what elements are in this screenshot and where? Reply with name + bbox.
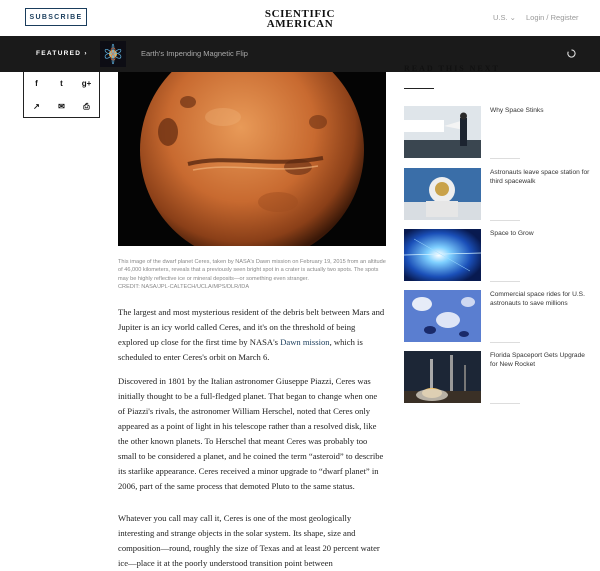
facebook-icon[interactable]: f xyxy=(35,79,38,88)
read-next-thumbnail[interactable] xyxy=(404,106,481,158)
read-next-item[interactable] xyxy=(404,106,600,162)
read-next-thumbnail[interactable] xyxy=(404,229,481,281)
dawn-mission-link[interactable]: Dawn mission xyxy=(280,337,330,347)
share-icon[interactable]: ↗ xyxy=(33,102,40,111)
google-plus-icon[interactable]: g+ xyxy=(81,79,92,88)
site-logo[interactable] xyxy=(248,9,352,29)
print-icon[interactable]: ⎙ xyxy=(83,101,90,111)
article-paragraph-3: Whatever you call may call it, Ceres is one of the most geologically interesting and strange objects in the solar system. Its shape, size and composition—round, roughly the size of Texas and at least 20 percent water ice—place it at the poorly understood transition point between xyxy=(118,513,380,568)
logo-line-2: AMERICAN xyxy=(266,18,334,30)
featured-label[interactable]: FEATURED › xyxy=(36,50,88,57)
read-next-item[interactable] xyxy=(404,168,600,224)
logo-line-1: SCIENTIFIC xyxy=(264,8,336,20)
featured-bar xyxy=(0,36,600,72)
loading-spinner-icon xyxy=(567,49,576,58)
caption-credit: CREDIT: NASA/JPL-CALTECH/UCLA/MPS/DLR/IDA xyxy=(118,284,250,291)
featured-title[interactable]: Earth's Impending Magnetic Flip xyxy=(141,49,248,58)
read-next-thumbnail[interactable] xyxy=(404,351,481,403)
read-next-title[interactable]: Astronauts leave space station for third spacewalk xyxy=(490,169,590,185)
divider xyxy=(490,158,520,159)
read-next-thumbnail[interactable] xyxy=(404,290,481,342)
hero-image xyxy=(118,72,386,246)
article-paragraph-1 xyxy=(118,305,386,365)
share-toolbar xyxy=(23,72,100,118)
divider xyxy=(490,342,520,343)
email-icon[interactable]: ✉ xyxy=(58,102,65,111)
read-next-thumbnail[interactable] xyxy=(404,168,481,220)
subscribe-button[interactable]: SUBSCRIBE xyxy=(25,8,87,26)
read-next-item[interactable] xyxy=(404,351,600,407)
article-paragraph-2: Discovered in 1801 by the Italian astronomer Giuseppe Piazzi, Ceres was initially thought to be a full-fledged planet. That began to change when one of Piazzi's rivals, the astronomer William Herschel, noted that Ceres only appeared as a point of light in his telescope rather than a resolved disk, like the other known planets. To Herschel that meant Ceres was probably too small to be considered a planet, and he coined the term “asteroid” to describe its starlike appearance. Ceres received a minor upgrade to “dwarf planet” in 2006, part of the same process that demoted Pluto to the same status. xyxy=(118,376,384,491)
divider xyxy=(490,403,520,404)
caption-text: This image of the dwarf planet Ceres, taken by NASA's Dawn mission on February 19, 2015 from an altitude of 46,000 kilometers, reveals that a previously seen bright spot in a crater is actually two spots. The spots may be highly reflective ice or mineral deposits—or something even stranger. xyxy=(118,259,386,282)
divider xyxy=(404,88,434,89)
read-next-title[interactable]: Space to Grow xyxy=(490,230,534,237)
divider xyxy=(490,281,520,282)
planet-image xyxy=(118,72,386,246)
top-bar xyxy=(0,0,600,36)
image-caption xyxy=(118,258,386,292)
divider xyxy=(490,220,520,221)
paragraph-text: , which is scheduled to enter Ceres's orbit on March 6. xyxy=(118,337,363,362)
twitter-icon[interactable]: t xyxy=(60,79,63,88)
login-register-link[interactable]: Login / Register xyxy=(526,13,579,22)
read-next-heading: READ THIS NEXT xyxy=(404,64,500,73)
read-next-title[interactable]: Florida Spaceport Gets Upgrade for New Rocket xyxy=(490,352,585,368)
featured-thumbnail[interactable] xyxy=(100,41,126,67)
read-next-title[interactable]: Commercial space rides for U.S. astronauts to save millions xyxy=(490,291,585,307)
paragraph-text: The largest and most mysterious resident of the debris belt between Mars and Jupiter is an icy world called Ceres, and it's on the threshold of being explored up close for the first time by NASA's xyxy=(118,307,385,347)
region-selector[interactable]: U.S. ⌄ xyxy=(493,13,516,22)
read-next-item[interactable] xyxy=(404,229,600,285)
read-next-item[interactable] xyxy=(404,290,600,346)
read-next-title[interactable]: Why Space Stinks xyxy=(490,107,544,114)
